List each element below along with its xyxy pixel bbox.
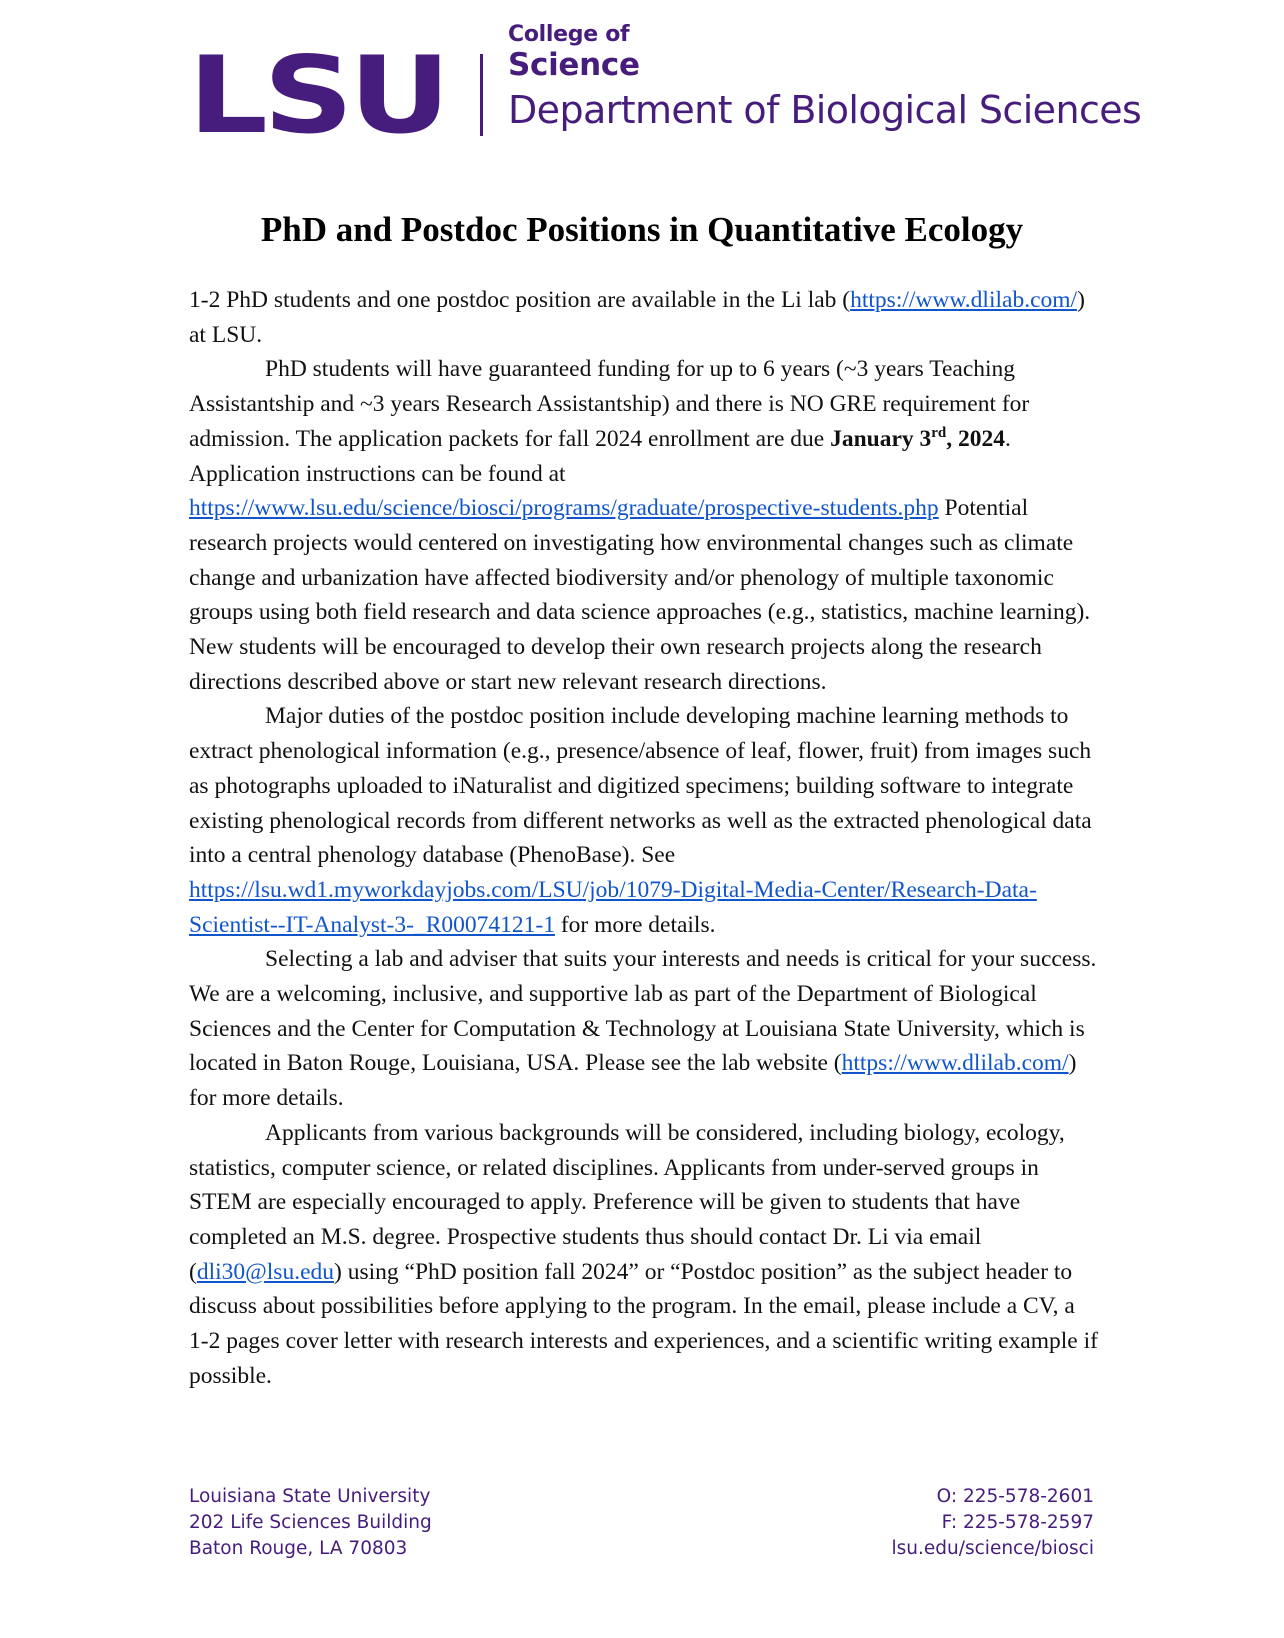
department-name: Department of Biological Sciences (508, 88, 1142, 132)
deadline-date-main: January 3 (830, 425, 932, 452)
intro-text-b: ) at LSU. (189, 287, 1085, 348)
lab-text-a: Selecting a lab and adviser that suits your interests and needs is critical for your success. We are a welcoming, inclusive, and supportive lab as part of the Department of Biological Sciences and the Center for Computation & Technology at Louisiana State University, which is located in Baton Rouge, Louisiana, USA. Please see the lab website ( (189, 946, 1097, 1077)
postdoc-job-link[interactable]: https://lsu.wd1.myworkdayjobs.com/LSU/job/1079-Digital-Media-Center/Research-Data-Scientist--IT-Analyst-3-_R00074121-1 (189, 876, 1037, 938)
footer-website[interactable]: lsu.edu/science/biosci (891, 1538, 1094, 1559)
intro-text-a: 1-2 PhD students and one postdoc position are available in the Li lab ( (189, 287, 851, 313)
phd-text-a: PhD students will have guaranteed funding for up to 6 years (~3 years Teaching Assistantship and ~3 years Research Assistantship) and there is NO GRE requirement for admission. The application packets for fall 2024 enrollment are due (189, 356, 1030, 452)
paragraph-applicants (189, 1116, 1099, 1394)
postdoc-text-b: for more details. (554, 911, 716, 938)
paragraph-phd (189, 352, 1099, 699)
postdoc-text-a: Major duties of the postdoc position include developing machine learning methods to extract phenological information (e.g., presence/absence of leaf, flower, fruit) from images such as photographs uploaded to iNaturalist and digitized specimens; building software to integrate existing phenological records from different networks as well as the extracted phenological data into a central phenology database (PhenoBase). See (189, 703, 1092, 869)
contact-email-link[interactable]: dli30@lsu.edu (196, 1258, 335, 1285)
deadline-date-year: , 2024 (946, 425, 1006, 452)
deadline-date (830, 426, 1005, 452)
footer-university: Louisiana State University (189, 1486, 431, 1507)
paragraph-postdoc (189, 699, 1099, 942)
footer-city: Baton Rouge, LA 70803 (189, 1538, 408, 1559)
footer-address (189, 1484, 432, 1562)
page-title: PhD and Postdoc Positions in Quantitative Ecology (260, 210, 1024, 249)
header-divider (480, 54, 483, 136)
phd-text-b: . Application instructions can be found at (189, 425, 1011, 487)
lab-text-b: ) for more details. (189, 1050, 1077, 1112)
application-instructions-link[interactable]: https://www.lsu.edu/science/biosci/programs/graduate/prospective-students.php (189, 495, 939, 522)
document-body (189, 283, 1099, 1394)
lab-website-link[interactable]: https://www.dlilab.com/ (850, 287, 1078, 313)
paragraph-lab (189, 942, 1099, 1116)
college-of-label: College of (508, 22, 630, 47)
college-name (508, 22, 640, 82)
deadline-date-suffix: rd (931, 424, 947, 441)
footer-contact (892, 1484, 1094, 1562)
lab-website-link-2[interactable]: https://www.dlilab.com/ (841, 1050, 1069, 1077)
paragraph-intro (189, 283, 1099, 352)
phd-text-c: Potential research projects would centered on investigating how environmental changes such as climate change and urbanization have affected biodiversity and/or phenology of multiple taxonomic groups using both field research and data science approaches (e.g., statistics, machine learning). New students will be encouraged to develop their own research projects along the research directions described above or start new relevant research directions. (189, 495, 1091, 695)
footer-fax: F: 225-578-2597 (941, 1512, 1094, 1533)
applicants-text-b: ) using “PhD position fall 2024” or “Postdoc position” as the subject header to discuss about possibilities before applying to the program. In the email, please include a CV, a 1-2 pages cover letter with research interests and experiences, and a scientific writing example if possible. (189, 1258, 1098, 1389)
footer-building: 202 Life Sciences Building (189, 1512, 432, 1533)
science-label: Science (508, 47, 640, 83)
applicants-text-a: Applicants from various backgrounds will be considered, including biology, ecology, statistics, computer science, or related disciplines. Applicants from under-served groups in STEM are especially encouraged to apply. Preference will be given to students that have completed an M.S. degree. Prospective students thus should contact Dr. Li via email ( (189, 1119, 1065, 1285)
lsu-logo-text: LSU (188, 50, 446, 140)
footer-office-phone: O: 225-578-2601 (936, 1486, 1094, 1507)
lsu-logo (188, 50, 448, 140)
